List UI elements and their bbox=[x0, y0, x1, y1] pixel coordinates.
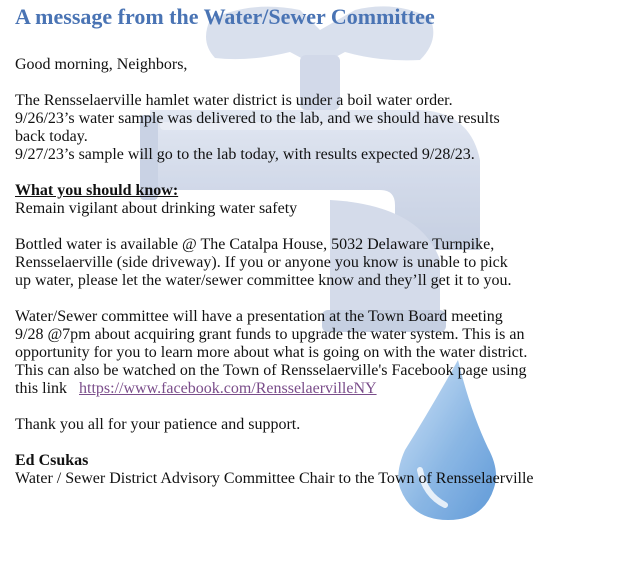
status-paragraph bbox=[15, 92, 615, 164]
know-text: Remain vigilant about drinking water safety bbox=[15, 200, 298, 217]
status-line: back today. bbox=[15, 128, 88, 145]
presentation-link-line bbox=[15, 380, 615, 398]
facebook-link[interactable]: https://www.facebook.com/RensselaervilleNY bbox=[79, 380, 377, 397]
know-section bbox=[15, 182, 615, 218]
presentation-line: 9/28 @7pm about acquiring grant funds to upgrade the water system. This is an bbox=[15, 326, 525, 343]
presentation-line: Water/Sewer committee will have a presentation at the Town Board meeting bbox=[15, 308, 503, 325]
status-line: 9/26/23’s water sample was delivered to the lab, and we should have results bbox=[15, 110, 500, 127]
bottled-line: up water, please let the water/sewer committee know and they’ll get it to you. bbox=[15, 272, 512, 289]
signature-role: Water / Sewer District Advisory Committee Chair to the Town of Rensselaerville bbox=[15, 470, 534, 487]
signature-name: Ed Csukas bbox=[15, 452, 89, 469]
bottled-water-paragraph bbox=[15, 236, 615, 290]
presentation-paragraph bbox=[15, 308, 615, 398]
page-title: A message from the Water/Sewer Committee bbox=[15, 4, 435, 29]
bottled-line: Bottled water is available @ The Catalpa House, 5032 Delaware Turnpike, bbox=[15, 236, 495, 253]
know-heading: What you should know: bbox=[15, 182, 179, 199]
thanks-line: Thank you all for your patience and support. bbox=[15, 416, 301, 433]
status-line: 9/27/23’s sample will go to the lab today, with results expected 9/28/23. bbox=[15, 146, 475, 163]
greeting: Good morning, Neighbors, bbox=[15, 56, 188, 73]
bottled-line: Rensselaerville (side driveway). If you or anyone you know is unable to pick bbox=[15, 254, 508, 271]
signature-block bbox=[15, 452, 615, 488]
message-document bbox=[15, 4, 615, 488]
link-prefix: this link bbox=[15, 380, 80, 397]
presentation-line: opportunity for you to learn more about what is going on with the water district. bbox=[15, 344, 528, 361]
presentation-line: This can also be watched on the Town of Rensselaerville's Facebook page using bbox=[15, 362, 527, 379]
status-line: The Rensselaerville hamlet water district is under a boil water order. bbox=[15, 92, 453, 109]
